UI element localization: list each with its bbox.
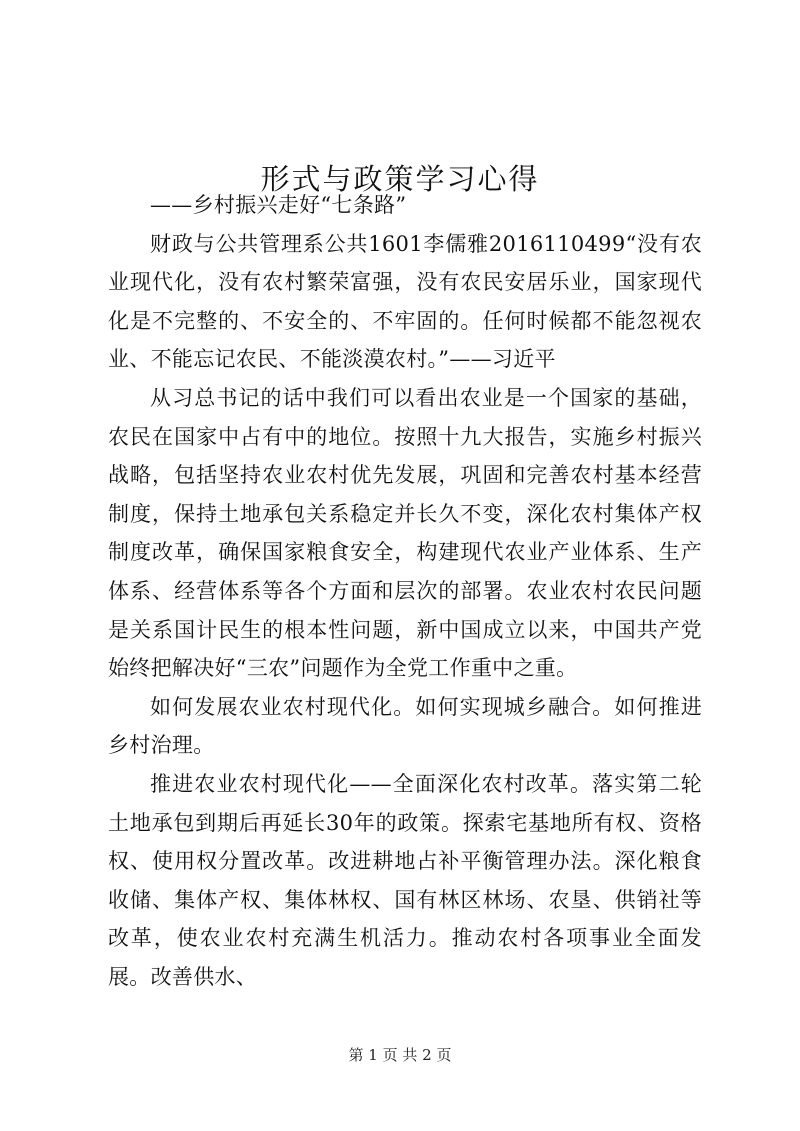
document-body	[108, 186, 702, 996]
paragraph-modernization: 推进农业农村现代化——全面深化农村改革。落实第二轮土地承包到期后再延长30年的政策。探索宅基地所有权、资格权、使用权分置改革。改进耕地占补平衡管理办法。深化粮食收储、集体产权、集体林权、国有林区林场、农垦、供销社等改革，使农业农村充满生机活力。推动农村各项事业全面发展。改善供水、	[108, 771, 702, 989]
paragraph-author-quote: 财政与公共管理系公共1601李儒雅2016110499“没有农业现代化，没有农村繁荣富强，没有农民安居乐业，国家现代化是不完整的、不安全的、不牢固的。任何时候都不能忽视农业、不能忘记农民、不能淡漠农村。”——习近平	[108, 231, 702, 372]
document-subtitle: ——乡村振兴走好“七条路”	[150, 193, 407, 217]
page-number-footer: 第 1 页 共 2 页	[348, 1046, 452, 1064]
document-title: 形式与政策学习心得	[260, 162, 540, 197]
paragraph-questions: 如何发展农业农村现代化。如何实现城乡融合。如何推进乡村治理。	[108, 694, 702, 758]
paragraph-analysis: 从习总书记的话中我们可以看出农业是一个国家的基础，农民在国家中占有中的地位。按照十九大报告，实施乡村振兴战略，包括坚持农业农村优先发展，巩固和完善农村基本经营制度，保持土地承包关系稳定并长久不变，深化农村集体产权制度改革，确保国家粮食安全，构建现代农业产业体系、生产体系、经营体系等各个方面和层次的部署。农业农村农民问题是关系国计民生的根本性问题，新中国成立以来，中国共产党始终把解决好“三农”问题作为全党工作重中之重。	[108, 385, 702, 681]
